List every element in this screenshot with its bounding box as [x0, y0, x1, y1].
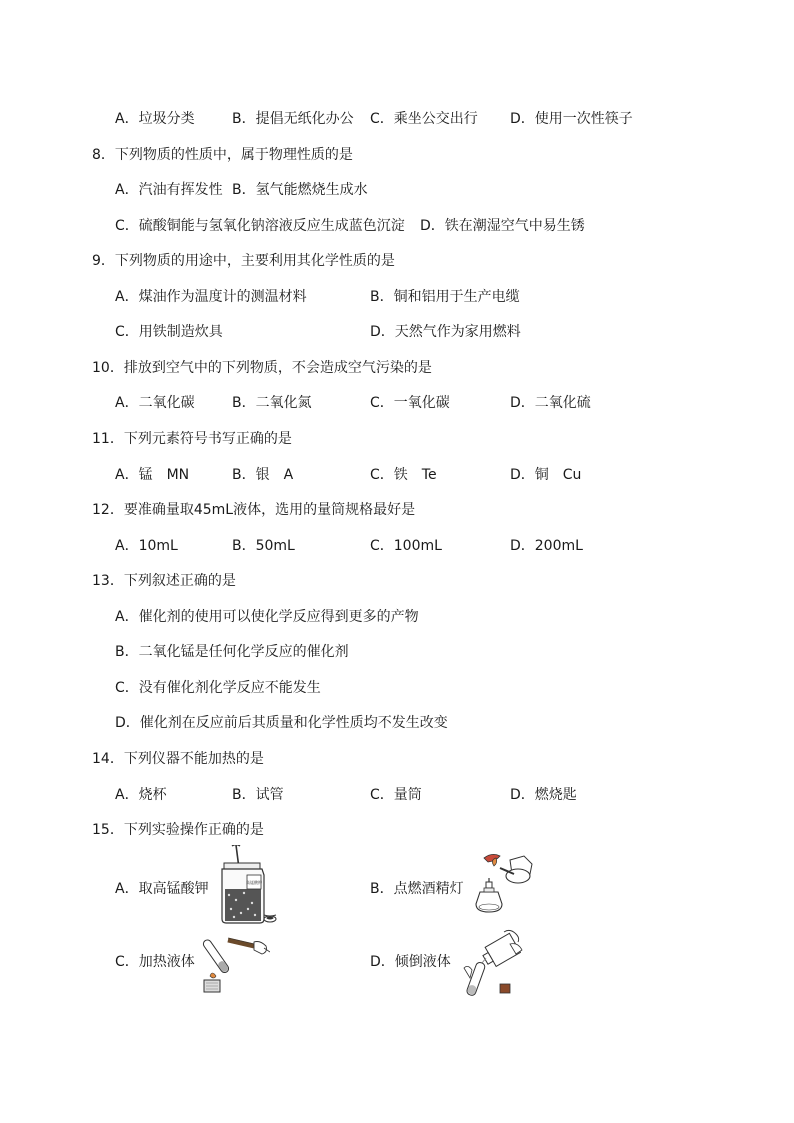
answer-option: A．煤油作为温度计的测温材料: [115, 289, 307, 305]
answer-option: A．锰 MN: [115, 467, 190, 483]
answer-option: B．氢气能燃烧生成水: [232, 182, 368, 198]
answer-option: D．铜 Cu: [510, 467, 582, 483]
question-stem: 11．下列元素符号书写正确的是: [92, 431, 292, 447]
answer-option: D．燃烧匙: [510, 787, 577, 803]
answer-option: A．10mL: [115, 538, 178, 554]
answer-option: B．二氧化氮: [232, 395, 312, 411]
answer-option: C．量筒: [370, 787, 422, 803]
answer-option: C．没有催化剂化学反应不能发生: [115, 680, 321, 696]
answer-option: A．汽油有挥发性: [115, 182, 223, 198]
answer-option: B．铜和铝用于生产电缆: [370, 289, 520, 305]
question-stem: 12．要准确量取45mL液体，选用的量筒规格最好是: [92, 502, 416, 518]
answer-option: B．二氧化锰是任何化学反应的催化剂: [115, 644, 349, 660]
answer-option: B．试管: [232, 787, 284, 803]
answer-option: D．二氧化硫: [510, 395, 591, 411]
answer-option: A．垃圾分类: [115, 111, 195, 127]
answer-option: D．天然气作为家用燃料: [370, 324, 521, 340]
answer-option: C．乘坐公交出行: [370, 111, 478, 127]
answer-option: C．一氧化碳: [370, 395, 450, 411]
question-stem: 14．下列仪器不能加热的是: [92, 751, 264, 767]
answer-option: B．点燃酒精灯: [370, 881, 464, 897]
answer-option: C．加热液体: [115, 954, 195, 970]
answer-option: D．催化剂在反应前后其质量和化学性质均不发生改变: [115, 715, 448, 731]
figure-heat-liquid: [198, 932, 270, 994]
answer-option: C．硫酸铜能与氢氧化钠溶液反应生成蓝色沉淀: [115, 218, 405, 234]
answer-option: B．银 A: [232, 467, 294, 483]
answer-option: B．50mL: [232, 538, 295, 554]
question-stem: 8．下列物质的性质中，属于物理性质的是: [92, 147, 353, 163]
figure-take-potassium-permanganate: [214, 845, 278, 925]
answer-option: C．铁 Te: [370, 467, 437, 483]
answer-option: B．提倡无纸化办公: [232, 111, 354, 127]
question-stem: 9．下列物质的用途中，主要利用其化学性质的是: [92, 253, 395, 269]
answer-option: A．催化剂的使用可以使化学反应得到更多的产物: [115, 609, 419, 625]
answer-option: A．二氧化碳: [115, 395, 195, 411]
jar-label: 高锰酸钾: [246, 880, 262, 885]
figure-pour-liquid: [460, 928, 532, 998]
question-stem: 10．排放到空气中的下列物质，不会造成空气污染的是: [92, 360, 432, 376]
answer-option: C．用铁制造炊具: [115, 324, 223, 340]
answer-option: D．200mL: [510, 538, 583, 554]
answer-option: D．使用一次性筷子: [510, 111, 633, 127]
answer-option: C．100mL: [370, 538, 442, 554]
answer-option: D．铁在潮湿空气中易生锈: [420, 218, 585, 234]
question-stem: 13．下列叙述正确的是: [92, 573, 236, 589]
question-stem: 15．下列实验操作正确的是: [92, 822, 264, 838]
answer-option: D．倾倒液体: [370, 954, 451, 970]
figure-light-alcohol-lamp: [474, 852, 538, 918]
answer-option: A．烧杯: [115, 787, 167, 803]
answer-option: A．取高锰酸钾: [115, 881, 209, 897]
